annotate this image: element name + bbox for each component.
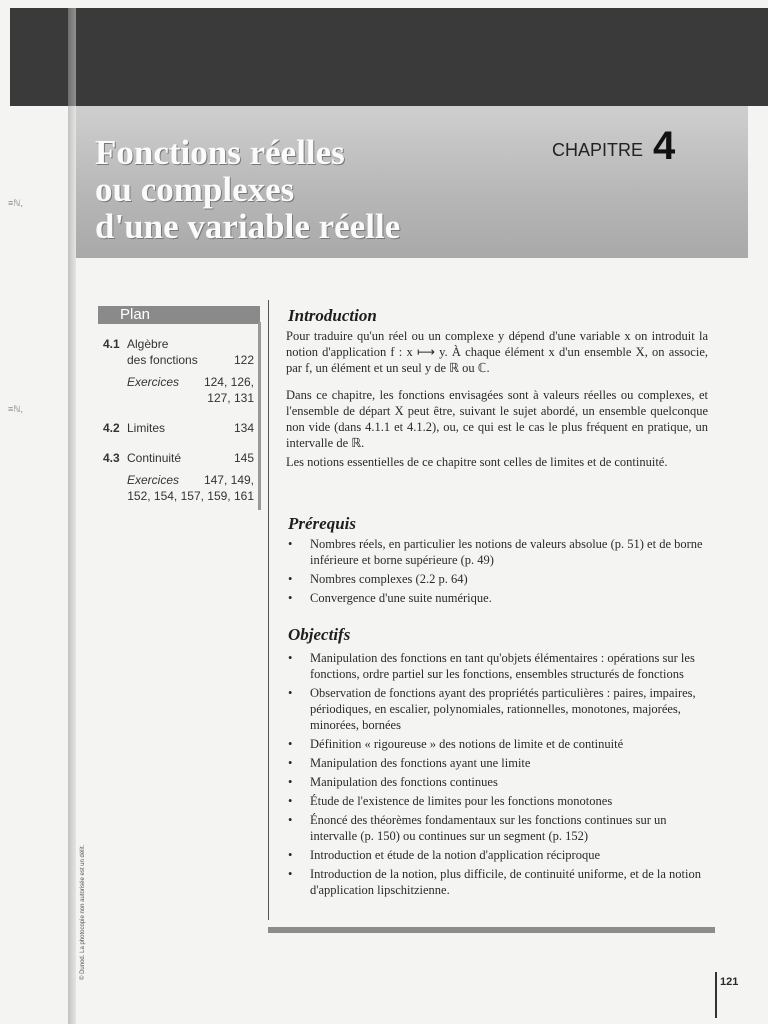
plan-label: Exercices [127, 473, 180, 487]
list-item: • Introduction et étude de la notion d'application réciproque [286, 847, 714, 863]
plan-page: 145 [233, 451, 254, 465]
page-number-bar [715, 972, 717, 1018]
list-item: • Manipulation des fonctions en tant qu'objets élémentaires : opérations sur les fonctions, ordre partiel sur les fonctions, ensembles structurés de fonctions [286, 650, 714, 682]
margin-mark: ≡ℕ, [8, 404, 23, 414]
plan-num: 4.3 [103, 451, 120, 465]
plan-label: Limites [127, 421, 166, 435]
plan-label: Exercices [127, 375, 180, 389]
plan-row[interactable] [100, 352, 258, 368]
top-dark-band [10, 8, 768, 106]
plan-num: 4.1 [103, 337, 120, 351]
prerequis-title: Prérequis [288, 514, 356, 533]
chapter-title-line-3: d'une variable réelle [95, 207, 401, 246]
list-item: • Observation de fonctions ayant des propriétés particulières : paires, impaires, périodiques, en escalier, polynomiales, rationnelles, monotones, majorées, minorées, bornées [286, 685, 714, 733]
list-item: • Étude de l'existence de limites pour les fonctions monotones [286, 793, 714, 809]
list-item: • Convergence d'une suite numérique. [286, 590, 714, 606]
plan-title: Plan [120, 306, 151, 323]
objectifs-list [286, 650, 714, 901]
chapter-title-line-1: Fonctions réelles [95, 133, 345, 172]
introduction-title: Introduction [288, 306, 377, 325]
prerequis-list [286, 536, 714, 609]
list-item: • Définition « rigoureuse » des notions de limite et de continuité [286, 736, 714, 752]
copyright-notice: © Dunod. La photocopie non autorisée est un délit. [80, 844, 86, 980]
plan-page: 124, 126, [203, 375, 254, 389]
plan-page: 127, 131 [207, 391, 254, 405]
introduction-paragraph: Pour traduire qu'un réel ou un complexe y dépend d'une variable x on introduit la notion d'application f : x ⟼ y. À chaque élément x d'un ensemble X, on associe, par f, un élément et un seul y de ℝ ou ℂ. [286, 329, 708, 375]
chapter-number: 4 [653, 124, 676, 168]
plan-row[interactable] [100, 488, 258, 504]
column-divider [268, 300, 269, 920]
list-item: • Manipulation des fonctions ayant une limite [286, 755, 714, 771]
chapter-title [95, 134, 515, 245]
list-item: • Nombres complexes (2.2 p. 64) [286, 571, 714, 587]
plan-page: 152, 154, 157, 159, 161 [127, 489, 254, 503]
objectifs-title: Objectifs [288, 625, 351, 644]
introduction-paragraph: Dans ce chapitre, les fonctions envisagées sont à valeurs réelles ou complexes, et l'ensemble de départ X peut être, suivant le sujet abordé, un ensemble quelconque non vide (dans 4.1.1 et 4.1.2), ou, ce qui est le cas le plus fréquent en pratique, un intervalle de ℝ. [286, 388, 708, 450]
plan-list [100, 336, 258, 504]
list-item: • Manipulation des fonctions continues [286, 774, 714, 790]
list-item: • Nombres réels, en particulier les notions de valeurs absolue (p. 51) et de borne inférieure et borne supérieure (p. 49) [286, 536, 714, 568]
plan-page: 134 [233, 421, 254, 435]
plan-label: des fonctions [127, 353, 198, 367]
plan-row[interactable] [100, 336, 258, 352]
plan-label: Continuité [127, 451, 182, 465]
plan-page: 122 [233, 353, 254, 367]
list-item: • Énoncé des théorèmes fondamentaux sur les fonctions continues sur un intervalle (p. 150) ou continues sur un segment (p. 152) [286, 812, 714, 844]
plan-row[interactable] [100, 374, 258, 390]
plan-label: Algèbre [127, 337, 169, 351]
page-binding-shadow [68, 8, 76, 1024]
plan-row[interactable] [100, 390, 258, 406]
list-item: • Introduction de la notion, plus difficile, de continuité uniforme, et de la notion d'application lipschitzienne. [286, 866, 714, 898]
plan-row[interactable] [100, 420, 258, 436]
introduction-paragraph: Les notions essentielles de ce chapitre sont celles de limites et de continuité. [286, 455, 668, 469]
margin-mark: ≡ℕ, [8, 198, 23, 208]
section-bottom-rule [268, 927, 715, 933]
page-number: 121 [720, 976, 739, 988]
plan-page: 147, 149, [203, 473, 254, 487]
chapter-label: CHAPITRE [552, 140, 644, 160]
plan-row[interactable] [100, 450, 258, 466]
chapter-title-line-2: ou complexes [95, 170, 295, 209]
plan-box-border [258, 322, 261, 510]
plan-num: 4.2 [103, 421, 120, 435]
plan-row[interactable] [100, 472, 258, 488]
